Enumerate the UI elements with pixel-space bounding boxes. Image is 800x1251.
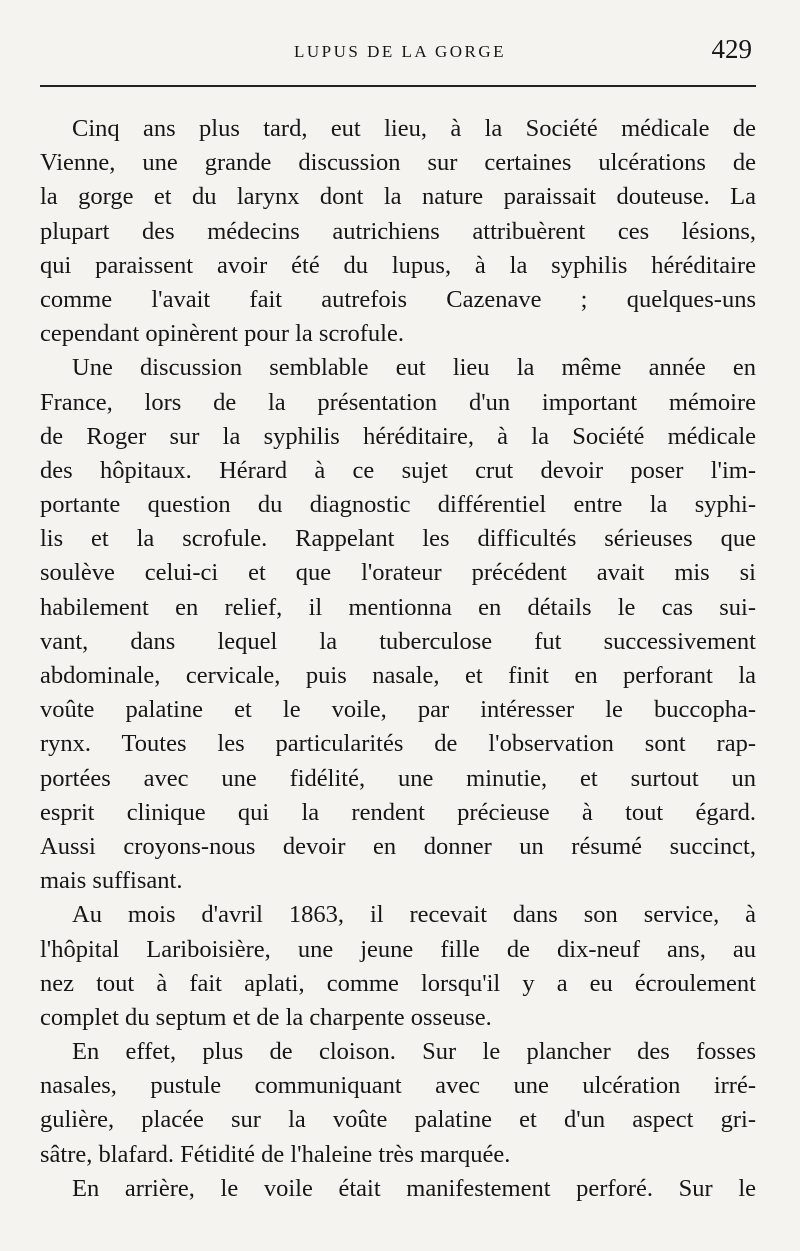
text-line: plupart des médecins autrichiens attribuèrent ces lésions, bbox=[40, 217, 756, 245]
text-line: l'hôpital Lariboisière, une jeune fille de dix-neuf ans, au bbox=[40, 935, 756, 963]
text-line: portante question du diagnostic différentiel entre la syphi- bbox=[40, 491, 756, 519]
page-number: 429 bbox=[711, 34, 752, 64]
header-rule bbox=[40, 85, 756, 87]
text-line: la gorge et du larynx dont la nature paraissait douteuse. La bbox=[40, 183, 756, 211]
text-line: Cinq ans plus tard, eut lieu, à la Société médicale de bbox=[72, 115, 756, 142]
text-line: Vienne, une grande discussion sur certaines ulcérations de bbox=[40, 149, 756, 177]
text-line: En effet, plus de cloison. Sur le plancher des fosses bbox=[72, 1038, 756, 1066]
running-title: LUPUS DE LA GORGE bbox=[293, 42, 507, 61]
text-line: nez tout à fait aplati, comme lorsqu'il y a eu écroulement bbox=[40, 969, 756, 997]
text-line: abdominale, cervicale, puis nasale, et finit en perforant la bbox=[40, 662, 756, 689]
text-line: Une discussion semblable eut lieu la même année en bbox=[72, 354, 756, 382]
text-line: portées avec une fidélité, une minutie, et surtout un bbox=[40, 764, 756, 792]
text-line: de Roger sur la syphilis héréditaire, à la Société médicale bbox=[40, 422, 756, 450]
text-line: soulève celui-ci et que l'orateur précédent avait mis si bbox=[40, 559, 756, 587]
text-line: vant, dans lequel la tuberculose fut successivement bbox=[40, 627, 756, 655]
text-line: sâtre, blafard. Fétidité de l'haleine très marquée. bbox=[40, 1140, 511, 1168]
text-line: voûte palatine et le voile, par intéresser le buccopha- bbox=[40, 696, 756, 724]
text-line: nasales, pustule communiquant avec une ulcération irré- bbox=[40, 1072, 756, 1100]
text-line: France, lors de la présentation d'un important mémoire bbox=[40, 388, 756, 416]
text-line: Au mois d'avril 1863, il recevait dans son service, à bbox=[72, 901, 756, 929]
text-line: qui paraissent avoir été du lupus, à la syphilis héréditaire bbox=[40, 251, 756, 279]
text-line: complet du septum et de la charpente osseuse. bbox=[40, 1003, 492, 1031]
text-line: mais suffisant. bbox=[40, 867, 183, 895]
text-line: comme l'avait fait autrefois Cazenave ; quelques-uns bbox=[40, 285, 756, 313]
body-text bbox=[40, 112, 756, 1206]
text-line: des hôpitaux. Hérard à ce sujet crut devoir poser l'im- bbox=[40, 456, 756, 484]
text-line: esprit clinique qui la rendent précieuse à tout égard. bbox=[40, 798, 756, 826]
text-line: habilement en relief, il mentionna en détails le cas sui- bbox=[40, 593, 756, 621]
text-line: lis et la scrofule. Rappelant les difficultés sérieuses que bbox=[40, 525, 756, 553]
page-header bbox=[40, 34, 760, 70]
text-line: En arrière, le voile était manifestement perforé. Sur le bbox=[72, 1174, 756, 1202]
text-line: cependant opinèrent pour la scrofule. bbox=[40, 320, 404, 348]
text-line: gulière, placée sur la voûte palatine et d'un aspect gri- bbox=[40, 1106, 756, 1134]
text-line: rynx. Toutes les particularités de l'observation sont rap- bbox=[40, 730, 756, 758]
text-line: Aussi croyons-nous devoir en donner un résumé succinct, bbox=[40, 832, 756, 860]
